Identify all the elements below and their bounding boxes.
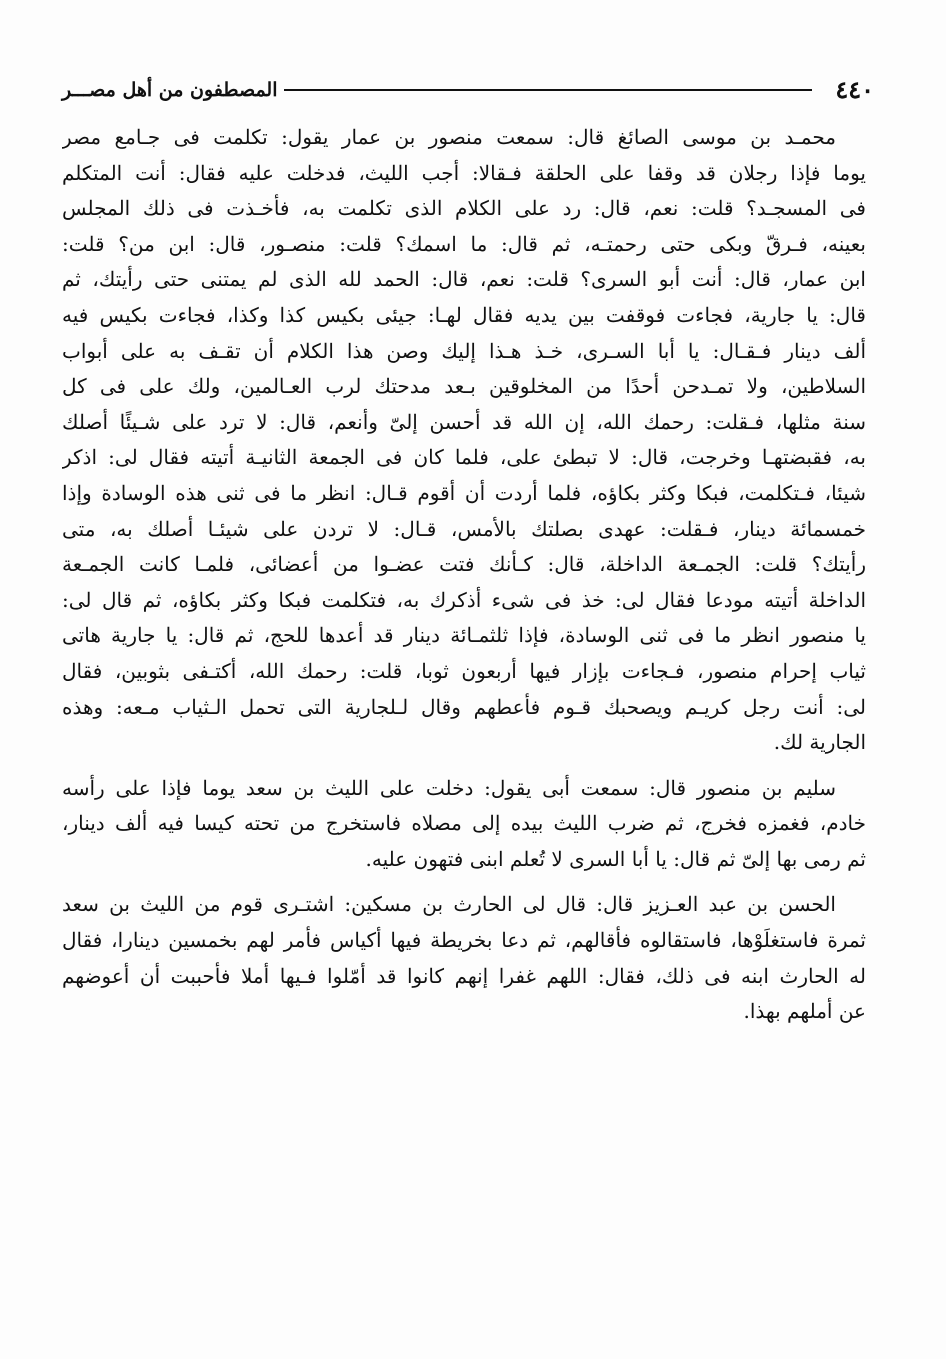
text-line: ثمرة فاستغلَوْها، فاستقالوه فأقالهم، ثم دعا بخريطة فيها أكياس فأمر لهم بخمسين دينارا، فقال <box>62 928 866 953</box>
paragraph-gap <box>62 877 866 887</box>
paragraph-gap <box>62 761 866 771</box>
text-line: الحسن بن عبد العـزيز قال: قال لى الحارث بن مسكين: اشتـرى قوم من الليث بن سعد <box>62 892 836 917</box>
text-line: ألف دينار فـقـال: يا أبا السـرى، خـذ هـذا إليك وصن هذا الكلام أن تقـف به على أبواب <box>62 338 866 363</box>
page-header <box>62 74 874 110</box>
paragraph-saleem-ibn-mansour <box>62 771 866 878</box>
text-line: عن أملهم بهذا. <box>743 999 866 1024</box>
text-line: محمـد بن موسى الصائغ قال: سمعت منصور بن عمار يقول: تكلمت فى جـامع مصر <box>62 125 836 149</box>
text-line: لى: أنت رجل كريـم ويصحبك قـوم فأعطهم وقال لـلجارية التى تحمل الـثياب مـعه: وهذه <box>62 694 866 719</box>
text-line: خادم، فغمزه فخرج، ثم ضرب الليث بيده إلى مصلاه فاستخرج من تحته كيسا فيه ألف دينار، <box>62 811 866 836</box>
text-line: رأيتك؟ قلت: الجمـعة الداخلة، قال: كـأنك فتت عضـوا من أعضائى، فلمـا كانت الجمـعة <box>62 552 866 577</box>
paragraph-mansour-ibn-ammar <box>62 120 866 761</box>
text-line: يا منصور انظر ما فى ثنى الوسادة، فإذا ثلثمـائة دينار قد أعدها للحج، ثم قال: يا جارية هاتى <box>62 623 866 648</box>
text-line: سنة مثلها، فـقلت: رحمك الله، إن الله قد أحسن إلىّ وأنعم، قال: لا ترد على شـيئًا أصلك <box>62 409 866 434</box>
text-line: الداخلة أتيته مودعا فقال لى: خذ فى شىء أذكرك به، فتكلمت فبكا وكثر بكاؤه، ثم قال لى: <box>62 587 866 612</box>
page-number: ٤٤٠ <box>835 75 874 104</box>
text-line: قال: يا جارية، فجاءت فوقفت بين يديه فقال لهـا: جيئى بكيس كذا وكذا، فجاءت بكيس فيه <box>62 302 866 327</box>
text-line: له الحارث ابنه فى ذلك، فقال: اللهم غفرا إنهم كانوا قد أمّلوا فـيها أملا فأحببت أن أعوضهم <box>62 963 866 988</box>
text-line: فى المسجـد؟ قلت: نعم، قال: رد على الكلام الذى تكلمت به، فأخـذت فى ذلك المجلس <box>62 196 866 221</box>
header-rule <box>284 89 812 91</box>
text-line: ابن عمار، قال: أنت أبو السرى؟ قلت: نعم، قال: الحمد لله الذى لم يمتنى حتى رأيتك، ثم <box>62 267 866 292</box>
text-line: خمسمائة دينار، فـقلت: عهدى بصلتك بالأمس، قـال: لا تردن على شيئـا أصلك به، متى <box>62 516 866 541</box>
text-line: ثم رمى بها إلىّ ثم قال: يا أبا السرى لا تُعلم ابنى فتهون عليه. <box>365 846 866 871</box>
text-line: شيئا، فـتكلمت، فبكا وكثر بكاؤه، فلما أردت أن أقوم قـال: انظر ما فى ثنى هذه الوسادة وإذا <box>62 480 866 505</box>
text-line: الجارية لك. <box>773 730 866 755</box>
text-line: السلاطين، ولا تمـدحن أحدًا من المخلوقين بـعد مدحتك لرب العـالمين، ولك على فى كل <box>62 374 866 399</box>
text-line: بعينه، فـرقّ وبكى حتى رحمتـه، ثم قال: ما اسمك؟ قلت: منصـور، قال: ابن من؟ قلت: <box>62 231 866 256</box>
paragraph-hasan-ibn-abd-al-aziz <box>62 887 866 1029</box>
text-line: ثياب إحرام منصور، فـجاءت بإزار فيها أربعون ثوبا، قلت: رحمك الله، أكتـفى بثوبين، فقال <box>62 658 866 683</box>
running-title: المصطفون من أهل مصـــر <box>62 79 278 101</box>
text-line: به، فقبضتهـا وخرجت، قال: لا تبطئ على، فلما كان فى الجمعة الثانيـة أتيته فقال لى: اذكر <box>62 445 866 470</box>
body-text <box>62 120 866 1030</box>
text-line: سليم بن منصور قال: سمعت أبى يقول: دخلت على الليث بن سعد يوما فإذا على رأسه <box>62 775 836 800</box>
text-line: يوما فإذا رجلان قد وقفا على الحلقة فـقالا: أجب الليث، فدخلت عليه فقال: أنت المتكلم <box>62 160 866 185</box>
